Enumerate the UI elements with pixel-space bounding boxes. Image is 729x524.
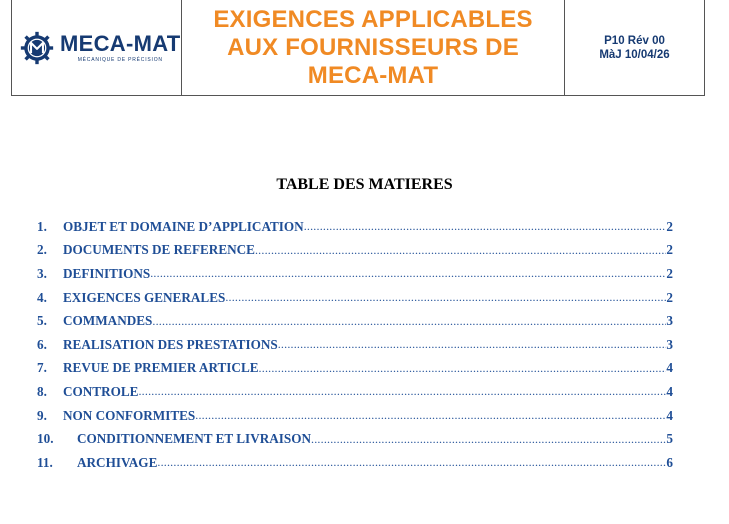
logo-cell	[12, 0, 182, 95]
toc-entry-number: 10.	[37, 431, 54, 447]
toc-entry-label: DEFINITIONS	[63, 265, 151, 281]
toc-entry-label: CONDITIONNEMENT ET LIVRAISON	[77, 431, 312, 447]
toc-leader-dots	[150, 266, 666, 281]
document-title	[213, 6, 532, 90]
procedure-reference: P10 Rév 00	[604, 34, 665, 47]
toc-entry[interactable]	[37, 309, 673, 333]
title-line-1: EXIGENCES APPLICABLES	[213, 5, 533, 33]
toc-entry-number: 11.	[37, 454, 53, 470]
toc-entry-page: 4	[666, 407, 673, 423]
title-line-2: AUX FOURNISSEURS DE	[227, 33, 519, 61]
toc-entry-page: 3	[666, 313, 673, 329]
toc-entry-page: 2	[666, 265, 673, 281]
toc-entry-number: 5.	[37, 313, 47, 329]
toc-entry-label: COMMANDES	[63, 313, 153, 329]
toc-entry[interactable]	[37, 239, 673, 263]
toc-entry-page: 2	[666, 218, 673, 234]
toc-entry[interactable]	[37, 262, 673, 286]
toc-entry-page: 2	[666, 289, 673, 305]
logo-tagline: MÉCANIQUE DE PRÉCISION	[77, 56, 163, 63]
toc-entry-label: REALISATION DES PRESTATIONS	[63, 336, 278, 352]
title-line-3: MECA-MAT	[307, 61, 439, 89]
toc-leader-dots	[157, 455, 666, 470]
toc-entry-page: 6	[666, 454, 673, 470]
toc-entry-label: DOCUMENTS DE REFERENCE	[63, 242, 255, 258]
toc-entry-label: REVUE DE PREMIER ARTICLE	[63, 360, 259, 376]
toc-entry[interactable]	[37, 333, 673, 357]
toc-entry-label: CONTROLE	[63, 383, 139, 399]
toc-heading: TABLE DES MATIERES	[276, 176, 453, 193]
toc-leader-dots	[259, 361, 667, 376]
toc-entry-number: 6.	[37, 336, 47, 352]
toc-entry-page: 2	[666, 242, 673, 258]
toc-leader-dots	[138, 384, 666, 399]
toc-entry-label: OBJET ET DOMAINE D’APPLICATION	[63, 218, 304, 234]
toc-entry[interactable]	[37, 286, 673, 310]
table-of-contents	[37, 215, 673, 475]
toc-entry-number: 3.	[37, 265, 47, 281]
toc-entry-page: 4	[666, 360, 673, 376]
toc-entry-label: ARCHIVAGE	[77, 454, 158, 470]
toc-entry-number: 7.	[37, 360, 47, 376]
toc-entry-number: 1.	[37, 218, 47, 234]
toc-entry-number: 2.	[37, 242, 47, 258]
logo-name: MECA-MAT	[60, 30, 181, 56]
logo-text	[60, 30, 181, 63]
toc-leader-dots	[152, 314, 666, 329]
document-header	[11, 0, 705, 96]
toc-entry[interactable]	[37, 404, 673, 428]
toc-leader-dots	[311, 432, 666, 447]
toc-entry-number: 9.	[37, 407, 47, 423]
toc-leader-dots	[278, 337, 667, 352]
toc-leader-dots	[195, 408, 666, 423]
toc-entry[interactable]	[37, 427, 673, 451]
toc-leader-dots	[304, 219, 667, 234]
update-date: MàJ 10/04/26	[599, 48, 670, 61]
toc-entry[interactable]	[37, 380, 673, 404]
title-cell	[182, 0, 565, 95]
toc-leader-dots	[255, 243, 666, 258]
toc-entry-label: EXIGENCES GENERALES	[63, 289, 226, 305]
toc-entry-number: 8.	[37, 383, 47, 399]
toc-entry-page: 3	[666, 336, 673, 352]
toc-entry-label: NON CONFORMITES	[63, 407, 196, 423]
toc-entry[interactable]	[37, 357, 673, 381]
toc-entry-page: 5	[666, 431, 673, 447]
toc-entry-page: 4	[666, 383, 673, 399]
gear-m-logo-icon	[20, 31, 54, 65]
reference-cell	[565, 0, 704, 95]
toc-entry-number: 4.	[37, 289, 47, 305]
toc-leader-dots	[225, 290, 666, 305]
toc-entry[interactable]	[37, 451, 673, 475]
toc-entry[interactable]	[37, 215, 673, 239]
